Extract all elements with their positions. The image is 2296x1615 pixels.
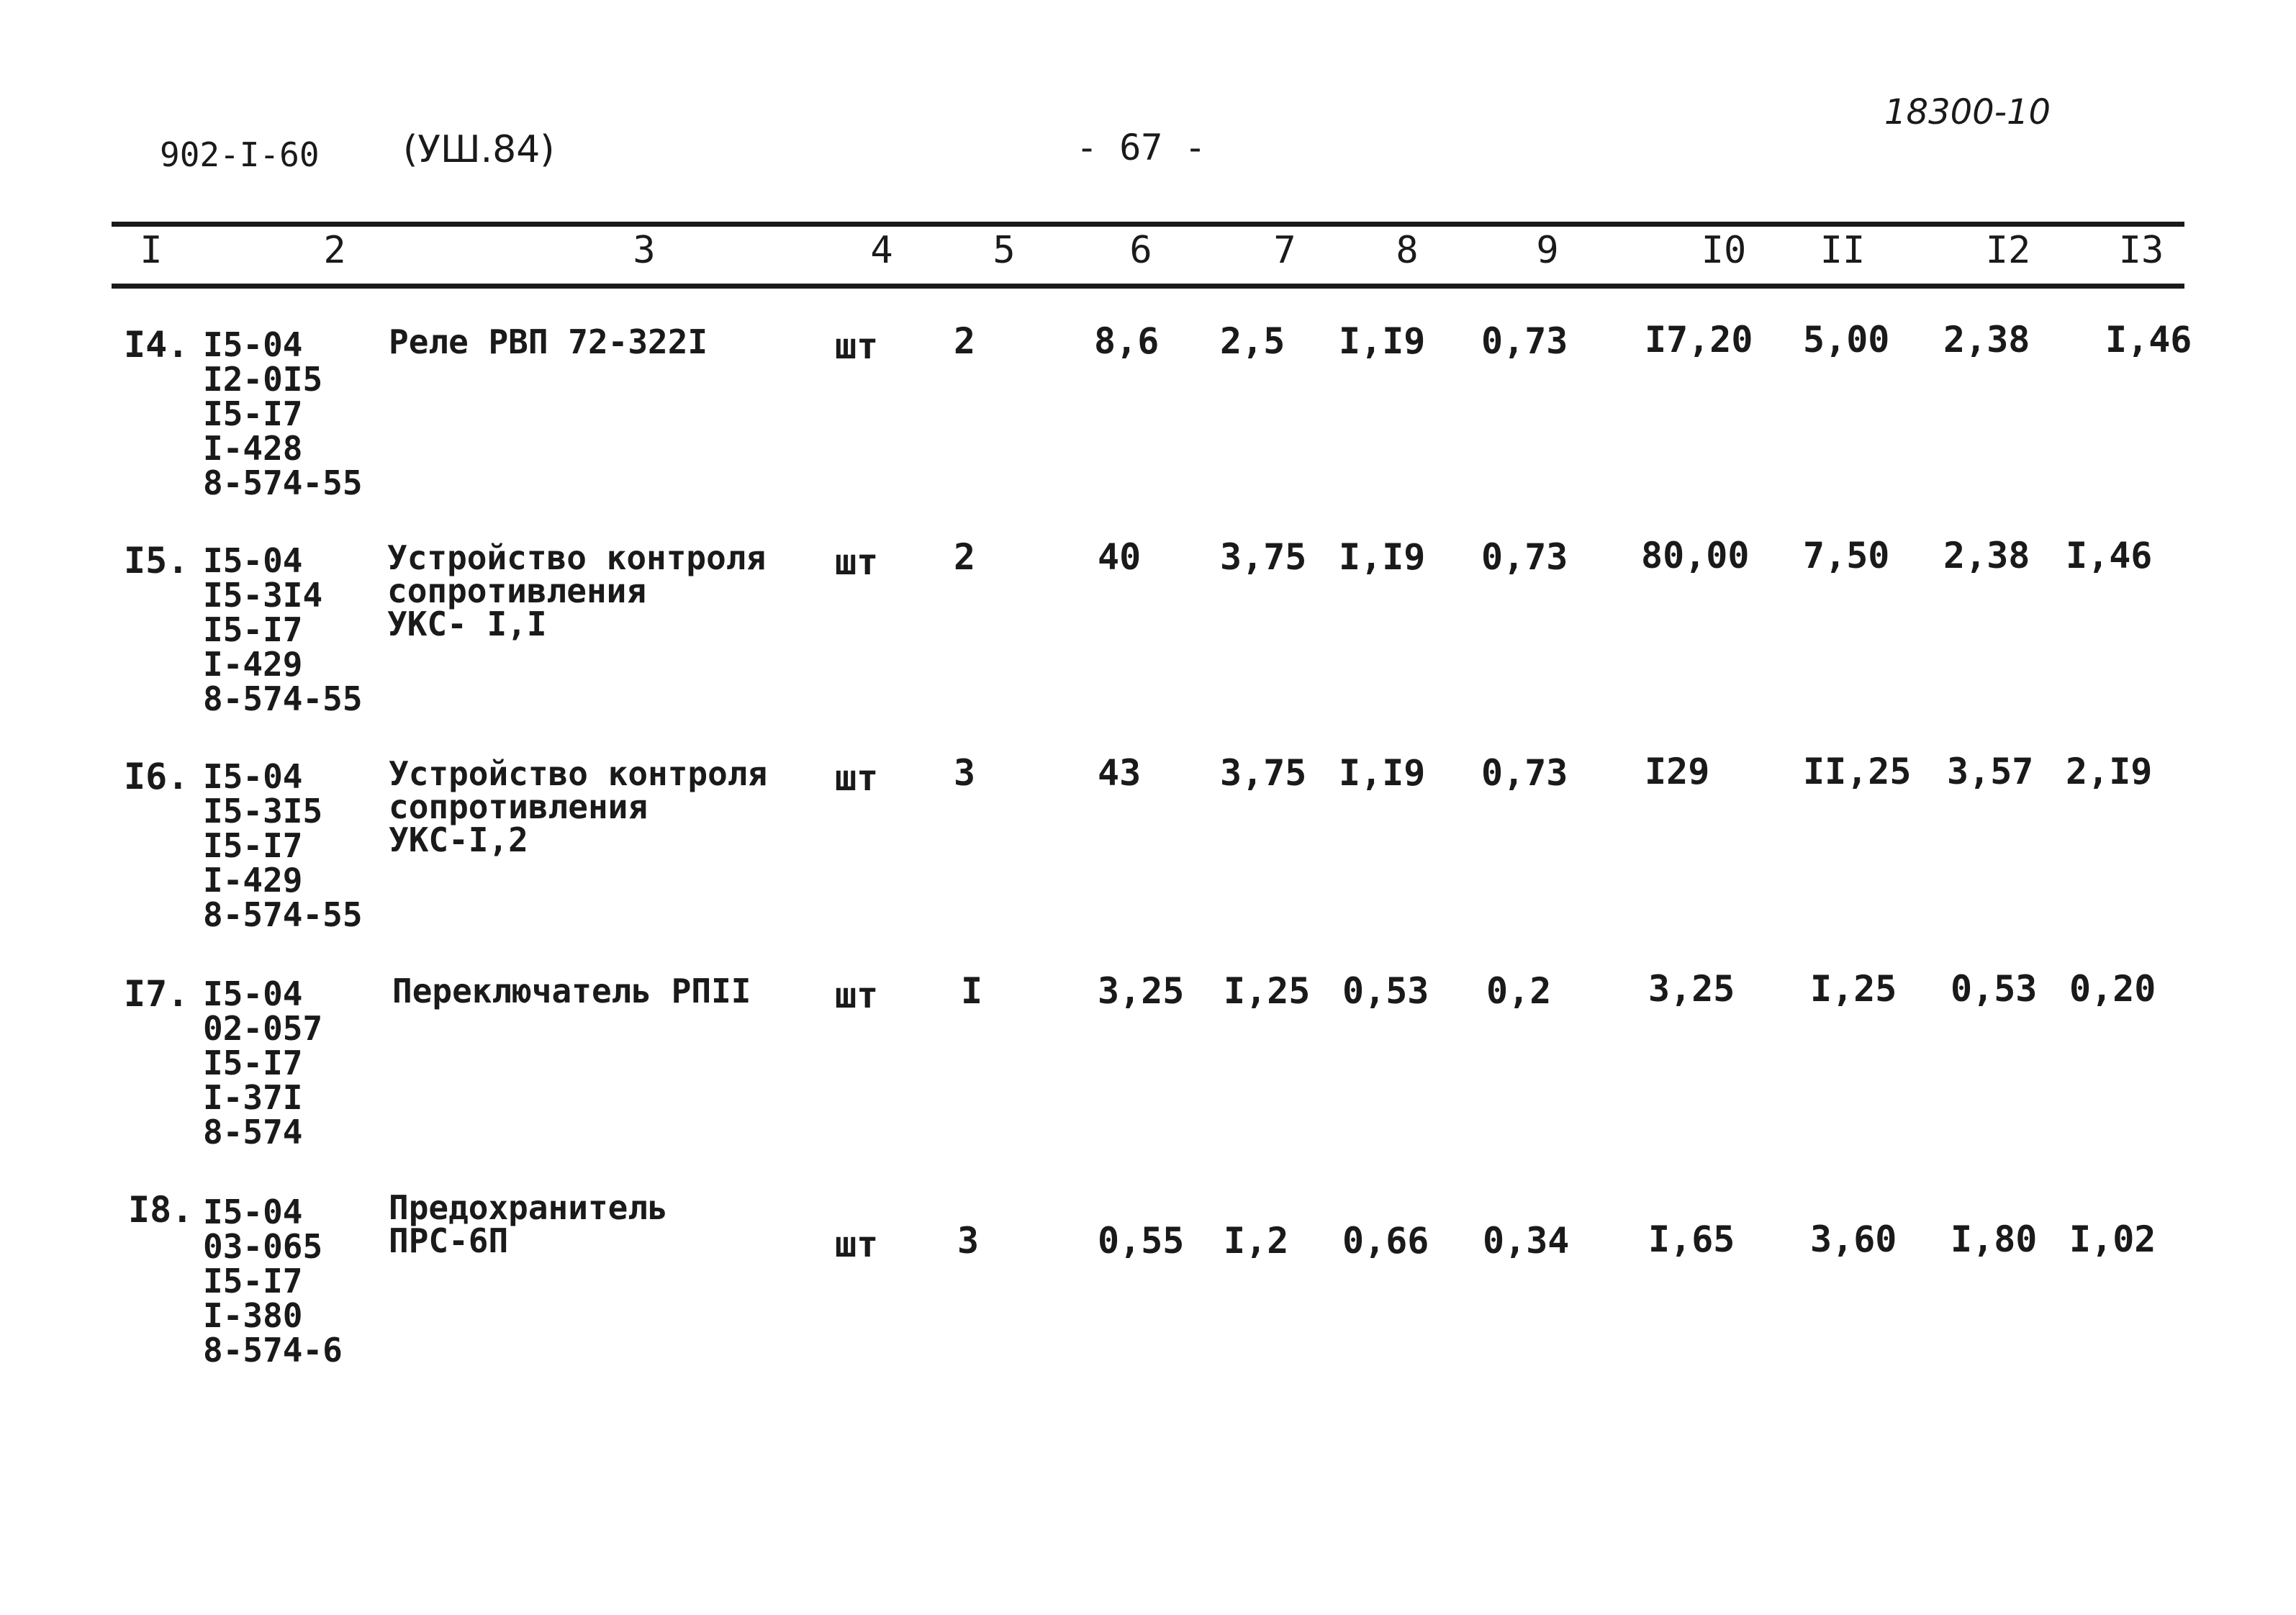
row-col10: 80,00	[1641, 535, 1750, 576]
row-qty: 2	[954, 536, 976, 578]
column-header: 3	[633, 229, 656, 272]
row-col8: I,I9	[1339, 536, 1426, 578]
row-col10: I,65	[1648, 1218, 1735, 1260]
row-col13: I,02	[2069, 1218, 2156, 1260]
row-col8: 0,66	[1342, 1220, 1429, 1262]
row-col10: I29	[1645, 751, 1710, 792]
row-col7: 2,5	[1220, 320, 1285, 362]
row-col11: 5,00	[1803, 319, 1890, 361]
row-col9: 0,73	[1481, 752, 1568, 794]
row-codes: I5-04 I5-3I4 I5-I7 I-429 8-574-55	[203, 541, 363, 718]
row-number: I8.	[128, 1189, 194, 1231]
row-col8: 0,53	[1342, 970, 1429, 1012]
column-header: 6	[1129, 229, 1152, 272]
row-unit: шт	[835, 325, 879, 367]
column-header: 8	[1396, 229, 1419, 272]
row-col11: I,25	[1810, 968, 1897, 1010]
row-col12: I,80	[1951, 1218, 2038, 1260]
column-header: I	[140, 229, 163, 272]
row-col9: 0,34	[1483, 1220, 1570, 1262]
row-col9: 0,2	[1486, 970, 1552, 1012]
row-number: I7.	[124, 973, 189, 1015]
row-col7: I,25	[1224, 970, 1311, 1012]
column-header: 4	[870, 229, 893, 272]
row-qty: 2	[954, 320, 976, 362]
row-name: Переключатель РПII	[392, 972, 751, 1010]
row-col11: 7,50	[1803, 535, 1890, 576]
row-col7: I,2	[1224, 1220, 1289, 1262]
row-name: Предохранитель ПРС-6П	[389, 1188, 668, 1260]
column-header: 9	[1536, 229, 1559, 272]
row-col12: 3,57	[1947, 751, 2034, 792]
row-name: Устройство контроля сопротивления УКС- I,I	[387, 538, 767, 643]
row-col8: I,I9	[1339, 752, 1426, 794]
row-col7: 3,75	[1220, 752, 1307, 794]
row-col12: 0,53	[1951, 968, 2038, 1010]
row-col10: I7,20	[1645, 319, 1753, 361]
column-header: I2	[1985, 229, 2031, 272]
column-header: 7	[1273, 229, 1296, 272]
column-header: II	[1820, 229, 1866, 272]
row-unit: шт	[835, 757, 879, 799]
row-number: I6.	[124, 756, 189, 797]
row-col6: 8,6	[1094, 320, 1160, 362]
row-col6: 3,25	[1098, 970, 1185, 1012]
row-col10: 3,25	[1648, 968, 1735, 1010]
row-col7: 3,75	[1220, 536, 1307, 578]
table-header-rule	[112, 284, 2184, 289]
row-unit: шт	[835, 541, 879, 583]
column-header: I3	[2118, 229, 2164, 272]
row-name: Устройство контроля сопротивления УКС-I,2	[389, 754, 768, 859]
row-codes: I5-04 I5-3I5 I5-I7 I-429 8-574-55	[203, 757, 363, 934]
column-header: I0	[1701, 229, 1747, 272]
row-qty: I	[961, 970, 983, 1012]
row-name: Реле РВП 72-322I	[389, 322, 708, 361]
row-codes: I5-04 02-057 I5-I7 I-37I 8-574	[203, 974, 323, 1152]
column-header: 5	[993, 229, 1016, 272]
document-number: 902-I-60	[160, 135, 320, 174]
row-col13: I,46	[2105, 319, 2192, 361]
series-label: (УШ.84)	[403, 128, 555, 171]
row-col6: 0,55	[1098, 1220, 1185, 1262]
archive-code: 18300-10	[1884, 92, 2051, 132]
row-col6: 43	[1098, 752, 1142, 794]
row-codes: I5-04 03-065 I5-I7 I-380 8-574-6	[203, 1193, 343, 1370]
row-col9: 0,73	[1481, 320, 1568, 362]
row-col13: I,46	[2066, 535, 2153, 576]
row-col13: 0,20	[2069, 968, 2156, 1010]
row-col13: 2,I9	[2066, 751, 2153, 792]
table-top-rule	[112, 222, 2184, 227]
row-col12: 2,38	[1943, 535, 2030, 576]
row-unit: шт	[835, 974, 879, 1016]
row-col11: II,25	[1803, 751, 1912, 792]
row-col12: 2,38	[1943, 319, 2030, 361]
row-col8: I,I9	[1339, 320, 1426, 362]
row-unit: шт	[835, 1223, 879, 1265]
row-col11: 3,60	[1810, 1218, 1897, 1260]
column-header: 2	[323, 229, 346, 272]
row-number: I5.	[124, 540, 189, 582]
row-qty: 3	[954, 752, 976, 794]
row-codes: I5-04 I2-0I5 I5-I7 I-428 8-574-55	[203, 325, 363, 502]
page-number: - 67 -	[1076, 127, 1206, 168]
row-col9: 0,73	[1481, 536, 1568, 578]
row-col6: 40	[1098, 536, 1142, 578]
row-qty: 3	[957, 1220, 980, 1262]
row-number: I4.	[124, 324, 189, 366]
